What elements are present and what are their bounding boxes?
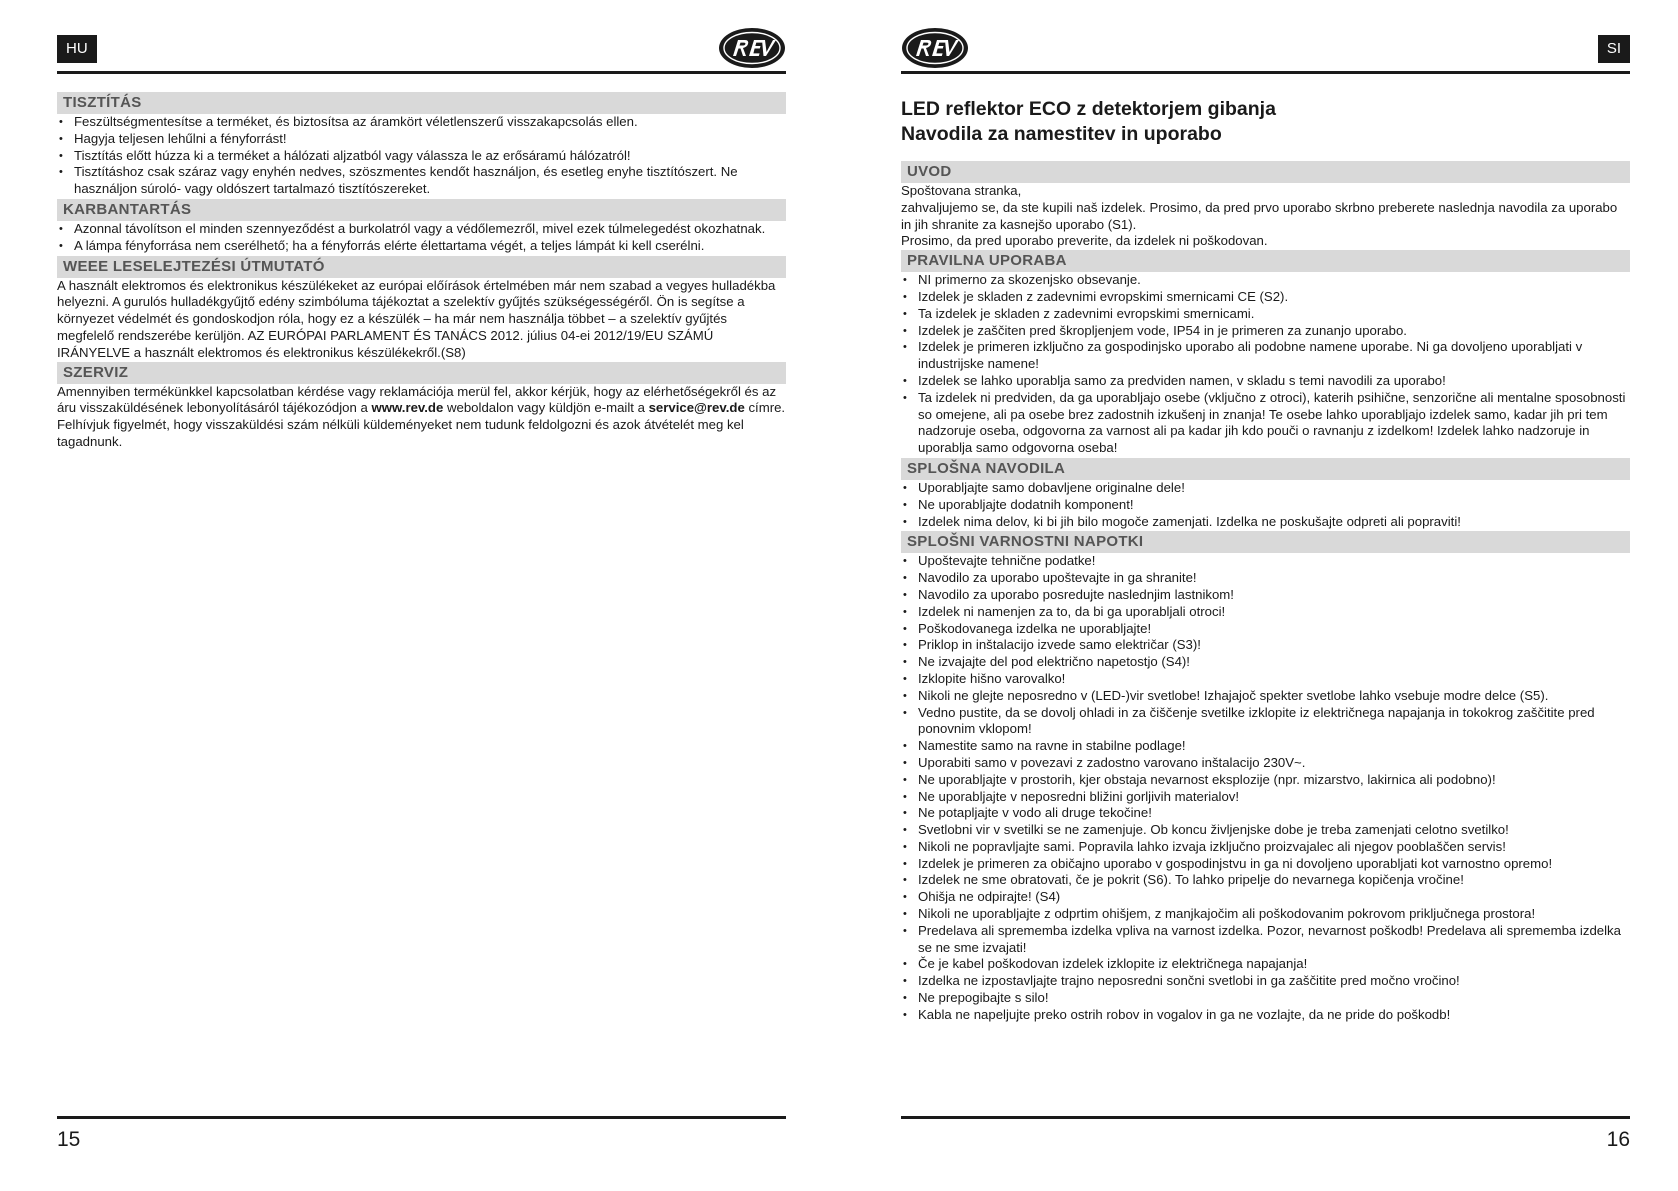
section-general-title: SPLOŠNA NAVODILA (901, 458, 1630, 480)
list-item: • Upoštevajte tehnične podatke! (901, 553, 1630, 570)
section-proper-use-title: PRAVILNA UPORABA (901, 250, 1630, 272)
list-item: • Ne prepogibajte s silo! (901, 990, 1630, 1007)
list-item: • Svetlobni vir v svetilki se ne zamenjuje. Ob koncu življenjske dobe je treba zamenjati celotno svetilko! (901, 822, 1630, 839)
list-item: • Izdelek je primeren izključno za gospodinjsko uporabo ali podobne namene uporabe. Ni ga dovoljeno uporabljati v industrijske namene! (901, 339, 1630, 373)
page-number: 16 (1606, 1128, 1630, 1151)
list-item: • Nikoli ne glejte neposredno v (LED-)vir svetlobe! Izhajajoč spekter svetlobe lahko vsebuje modre delce (S5). (901, 688, 1630, 705)
footer-rule (901, 1116, 1630, 1119)
list-item: • Ne potapljajte v vodo ali druge tekočine! (901, 805, 1630, 822)
list-item: • Ne uporabljajte dodatnih komponent! (901, 497, 1630, 514)
left-content (57, 92, 786, 451)
service-text-1: Amennyiben termékünkkel kapcsolatban kérdése vagy reklamációja merül fel, akkor kérjük, hogy az elérhetőségekről és az áru visszaküldésének lebonyolításáról tájékozódjon a (57, 383, 777, 416)
list-item: • Azonnal távolítson el minden szennyeződést a burkolatról vagy a védőlemezről, mivel ezek túlmelegedést okozhatnak. (57, 221, 786, 238)
list-item: • Tisztításhoz csak száraz vagy enyhén nedves, szöszmentes kendőt használjon, és esetleg enyhe tisztítószert. Ne használjon súroló- vagy oldószert tartalmazó tisztítószereket. (57, 164, 786, 198)
list-item: • Izklopite hišno varovalko! (901, 671, 1630, 688)
list-item: • Namestite samo na ravne in stabilne podlage! (901, 738, 1630, 755)
service-text (57, 384, 786, 451)
cleaning-list (57, 114, 786, 198)
list-item: • Ta izdelek je skladen z zadevnimi evropskimi smernicami. (901, 306, 1630, 323)
section-safety-title: SPLOŠNI VARNOSTNI NAPOTKI (901, 531, 1630, 553)
list-item: • Navodilo za uporabo upoštevajte in ga shranite! (901, 570, 1630, 587)
proper-use-list (901, 272, 1630, 457)
right-page (901, 0, 1630, 1191)
right-content (901, 97, 1630, 1025)
list-item: • A lámpa fényforrása nem cserélhető; ha a fényforrás elérte élettartama végét, a teljes lámpát ki kell cserélni. (57, 238, 786, 255)
list-item: • Nikoli ne uporabljajte z odprtim ohišjem, z manjkajočim ali poškodovanim pokrovom priključnega prostora! (901, 906, 1630, 923)
safety-list (901, 553, 1630, 1023)
title-line-1: LED reflektor ECO z detektorjem gibanja (901, 98, 1276, 120)
list-item: • Ne uporabljajte v neposredni bližini gorljivih materialov! (901, 789, 1630, 806)
list-item: • Ohišja ne odpirajte! (S4) (901, 889, 1630, 906)
website-link[interactable]: www.rev.de (371, 400, 444, 416)
footer-rule (57, 1116, 786, 1119)
language-badge: HU (57, 35, 97, 63)
maintenance-list (57, 221, 786, 255)
intro-greeting: Spoštovana stranka, (901, 183, 1022, 198)
list-item: • Če je kabel poškodovan izdelek izklopite iz električnega napajanja! (901, 956, 1630, 973)
header-rule (57, 71, 786, 74)
list-item: • Vedno pustite, da se dovolj ohladi in za čiščenje svetilke izklopite iz električnega napajanja in tokokrog zaščitite pred ponovnim vklopom! (901, 705, 1630, 739)
list-item: • Tisztítás előtt húzza ki a terméket a hálózati aljzatból vagy válassza le az erősáramú hálózatról! (57, 148, 786, 165)
list-item: • Kabla ne napeljujte preko ostrih robov in vogalov in ga ne vozlajte, da ne pride do poškodb! (901, 1007, 1630, 1024)
list-item: • Ta izdelek ni predviden, da ga uporabljajo osebe (vključno z otroci), katerih psihične, senzorične ali mentalne sposobnosti so omejene, ali pa osebe brez zadostnih izkušenj in znanja! Te osebe lahko uporabljajo izdelek samo, kadar jih pri tem nadzoruje oseba, odgovorna za varnost ali pa kadar jih kdo pouči o ravnanju z izdelkom! Izdelek lahko nadzoruje in uporablja samo odgovorna oseba! (901, 390, 1630, 457)
list-item: • Izdelek ni namenjen za to, da bi ga uporabljali otroci! (901, 604, 1630, 621)
document-title (901, 97, 1630, 147)
list-item: • Uporabiti samo v povezavi z zadostno varovano inštalacijo 230V~. (901, 755, 1630, 772)
list-item: • Izdelek je primeren za običajno uporabo v gospodinjstvu in ga ni dovoljeno uporabljati kot varnostno opremo! (901, 856, 1630, 873)
section-cleaning-title: TISZTÍTÁS (57, 92, 786, 114)
list-item: • Izdelek je skladen z zadevnimi evropskimi smernicami CE (S2). (901, 289, 1630, 306)
rev-logo-icon (901, 26, 969, 70)
list-item: • Izdelek se lahko uporablja samo za predviden namen, v skladu s temi navodili za uporabo! (901, 373, 1630, 390)
intro-check: Prosimo, da pred uporabo preverite, da izdelek ni poškodovan. (901, 233, 1268, 249)
page-number: 15 (57, 1128, 81, 1151)
rev-logo-icon (718, 26, 786, 70)
service-text-2: weboldalon vagy küldjön e-mailt a (443, 400, 649, 416)
list-item: • Izdelek je zaščiten pred škropljenjem vode, IP54 in je primeren za zunanjo uporabo. (901, 323, 1630, 340)
header-rule (901, 71, 1630, 74)
list-item: • Uporabljajte samo dobavljene originalne dele! (901, 480, 1630, 497)
list-item: • Izdelek nima delov, ki bi jih bilo mogoče zamenjati. Izdelka ne poskušajte odpreti ali popraviti! (901, 514, 1630, 531)
list-item: • Izdelek ne sme obratovati, če je pokrit (S6). To lahko pripelje do nevarnega kopičenja vročine! (901, 872, 1630, 889)
service-text-3: címre. Felhívjuk figyelmét, hogy visszaküldési szám nélküli küldeményeket nem tudunk feldolgozni és azok átvételét meg kel tagadnunk. (57, 400, 786, 449)
section-service-title: SZERVIZ (57, 362, 786, 384)
general-list (901, 480, 1630, 530)
language-badge: SI (1598, 35, 1630, 63)
section-weee-title: WEEE LESELEJTEZÉSI ÚTMUTATÓ (57, 256, 786, 278)
title-line-2: Navodila za namestitev in uporabo (901, 123, 1222, 145)
list-item: • Hagyja teljesen lehűlni a fényforrást! (57, 131, 786, 148)
list-item: • Nikoli ne popravljajte sami. Popravila lahko izvaja izključno proizvajalec ali njegov pooblaščen servis! (901, 839, 1630, 856)
weee-text: A használt elektromos és elektronikus készülékeket az európai előírások értelmében már nem szabad a vegyes hulladékba helyezni. A gurulós hulladékgyűjtő edény szimbóluma tájékoztat a szelektív gyűjtés szükségességéről. Ön is segítse a környezet védelmét és gondoskodjon róla, hogy ez a készülék – ha már nem használja többet – a szelektív gyűjtés megfelelő rendszerébe kerüljön. AZ EURÓPAI PARLAMENT ÉS TANÁCS 2012. július 04-ei 2012/19/EU SZÁMÚ IRÁNYELVE a használt elektromos és elektronikus készülékekről.(S8) (57, 277, 776, 360)
list-item: • Predelava ali sprememba izdelka vpliva na varnost izdelka. Pozor, nevarnost poškodb! Predelava ali sprememba izdelka se ne sme izvajati! (901, 923, 1630, 957)
section-intro-title: UVOD (901, 161, 1630, 183)
list-item: • Poškodovanega izdelka ne uporabljajte! (901, 621, 1630, 638)
email-link[interactable]: service@rev.de (648, 400, 745, 416)
list-item: • Izdelka ne izpostavljajte trajno neposredni sončni svetlobi in ga zaščitite pred močno vročino! (901, 973, 1630, 990)
list-item: • Navodilo za uporabo posredujte naslednjim lastnikom! (901, 587, 1630, 604)
section-maintenance-title: KARBANTARTÁS (57, 199, 786, 221)
list-item: • Feszültségmentesítse a terméket, és biztosítsa az áramkört véletlenszerű visszakapcsolás ellen. (57, 114, 786, 131)
intro-text: zahvaljujemo se, da ste kupili naš izdelek. Prosimo, da pred prvo uporabo skrbno preberete naslednja navodila za uporabo in jih shranite za kasnejšo uporabo (S1). (901, 199, 1618, 232)
list-item: • Priklop in inštalacijo izvede samo električar (S3)! (901, 637, 1630, 654)
left-page (57, 0, 786, 1191)
list-item: • Ne izvajajte del pod električno napetostjo (S4)! (901, 654, 1630, 671)
list-item: • Ne uporabljajte v prostorih, kjer obstaja nevarnost eksplozije (npr. mizarstvo, lakirnica ali podobno)! (901, 772, 1630, 789)
list-item: • NI primerno za skozenjsko obsevanje. (901, 272, 1630, 289)
